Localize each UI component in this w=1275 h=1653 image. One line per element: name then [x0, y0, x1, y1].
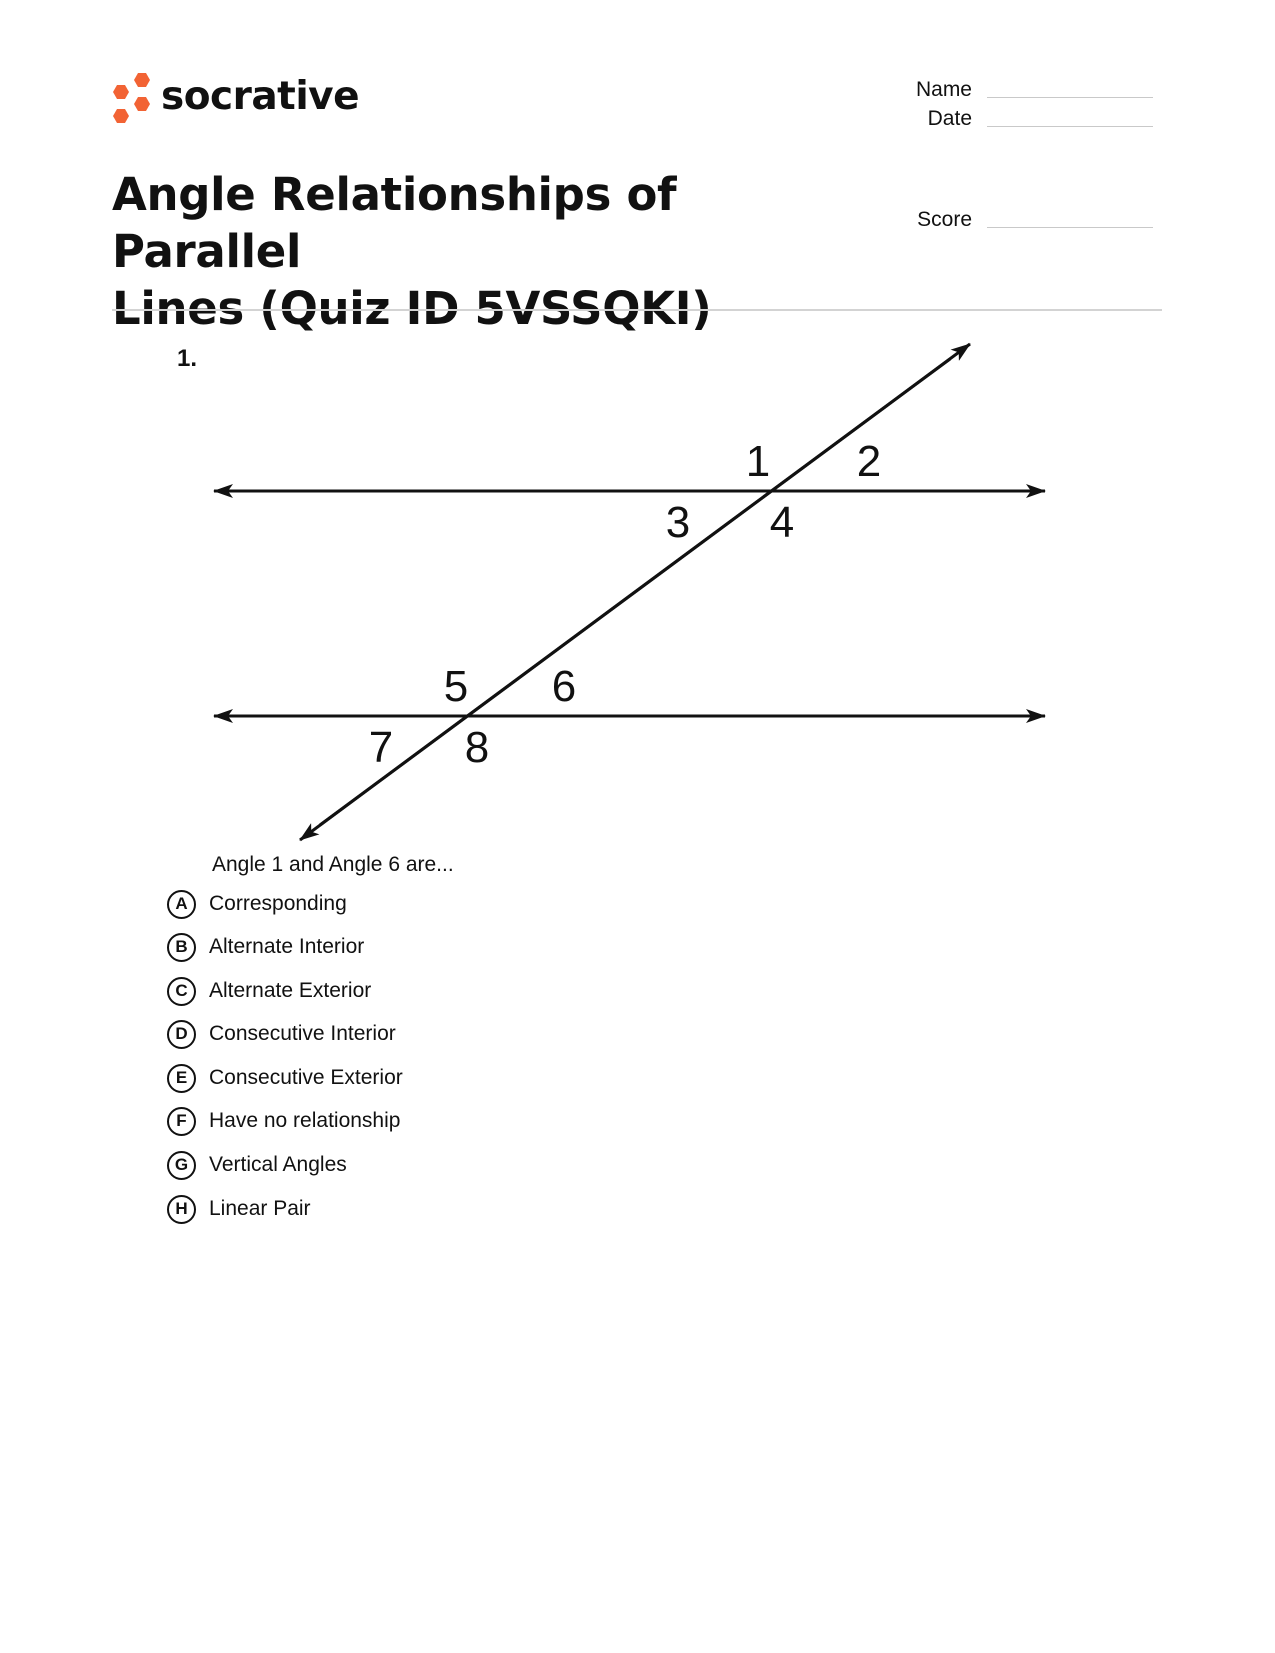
question-prompt: Angle 1 and Angle 6 are...	[212, 853, 454, 876]
choice-f[interactable]	[167, 1104, 400, 1138]
brand-name: socrative	[161, 74, 360, 119]
date-label: Date	[927, 107, 972, 130]
title-line-2: Lines (Quiz ID 5VSSQKI)	[112, 282, 712, 335]
angle-label-4: 4	[769, 498, 795, 547]
name-label: Name	[915, 78, 972, 101]
choice-letter-circle[interactable]: H	[167, 1195, 196, 1224]
choice-e[interactable]	[167, 1061, 403, 1095]
angle-label-3: 3	[665, 498, 691, 547]
choice-letter-circle[interactable]: F	[167, 1107, 196, 1136]
choice-text: Consecutive Interior	[209, 1022, 396, 1045]
choice-d[interactable]	[167, 1017, 396, 1051]
choice-letter-circle[interactable]: A	[167, 890, 196, 919]
choice-letter-circle[interactable]: G	[167, 1151, 196, 1180]
choice-text: Linear Pair	[209, 1197, 311, 1220]
angle-label-2: 2	[856, 437, 882, 486]
choice-a[interactable]	[167, 887, 347, 921]
choice-letter-circle[interactable]: B	[167, 933, 196, 962]
angle-label-6: 6	[551, 662, 577, 711]
choice-letter-circle[interactable]: E	[167, 1064, 196, 1093]
angle-label-5: 5	[443, 662, 469, 711]
choice-c[interactable]	[167, 974, 371, 1008]
choice-b[interactable]	[167, 930, 364, 964]
choice-letter-circle[interactable]: D	[167, 1020, 196, 1049]
angle-label-8: 8	[464, 723, 490, 772]
choice-g[interactable]	[167, 1148, 347, 1182]
choice-text: Corresponding	[209, 892, 347, 915]
choice-text: Consecutive Exterior	[209, 1066, 403, 1089]
angle-label-7: 7	[368, 723, 394, 772]
score-label: Score	[917, 208, 972, 231]
choice-text: Have no relationship	[209, 1109, 401, 1132]
choice-h[interactable]	[167, 1192, 311, 1226]
choice-letter-circle[interactable]: C	[167, 977, 196, 1006]
choice-text: Alternate Interior	[209, 935, 365, 958]
title-line-1: Angle Relationships of Parallel	[112, 168, 677, 278]
choice-text: Vertical Angles	[209, 1153, 347, 1176]
question-number: 1.	[177, 345, 198, 372]
angle-label-1: 1	[745, 437, 771, 486]
choice-text: Alternate Exterior	[209, 979, 372, 1002]
